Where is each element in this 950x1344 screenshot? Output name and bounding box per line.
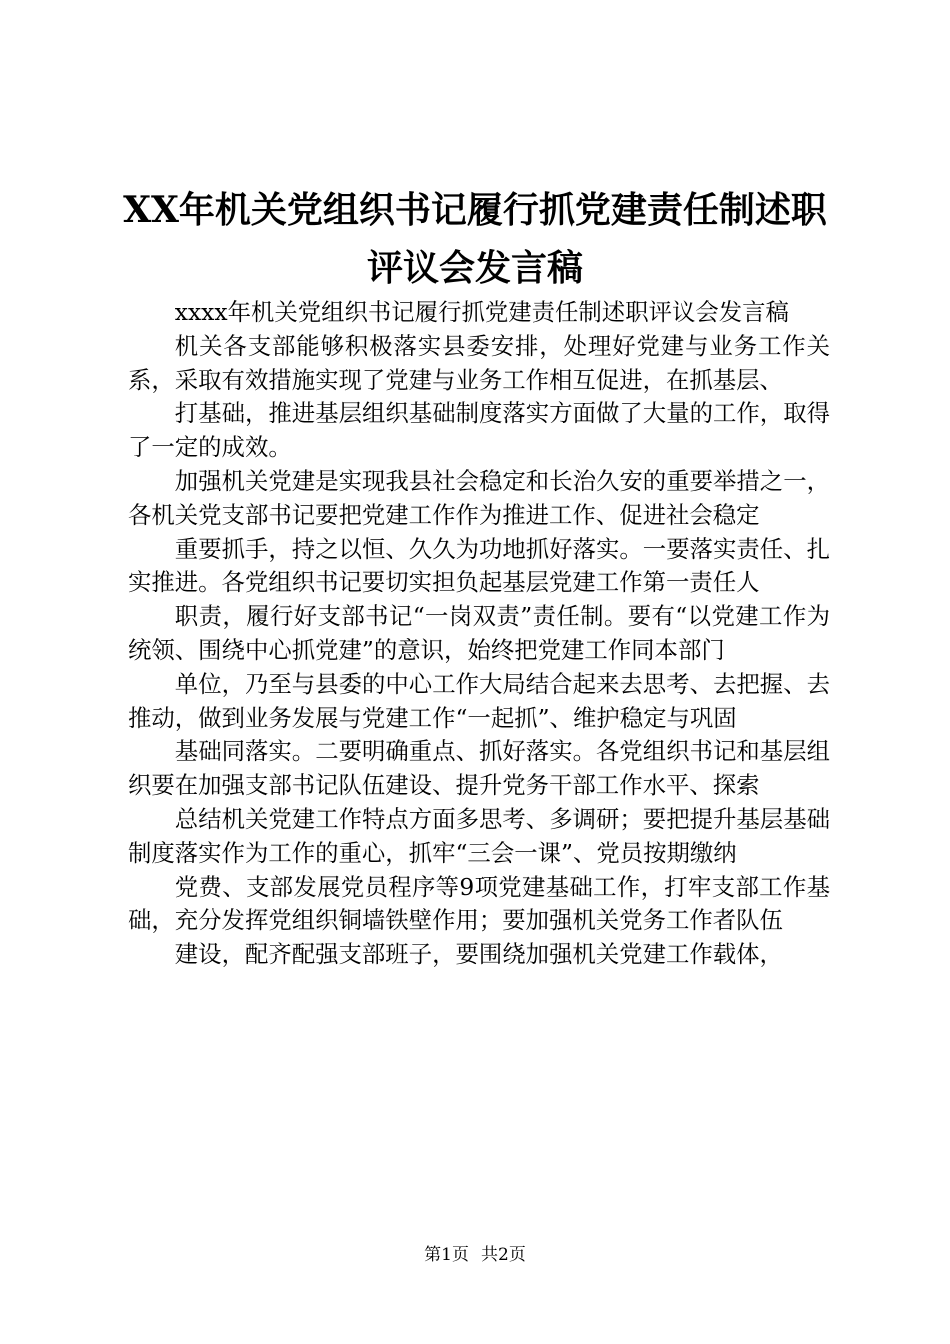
- paragraph-3: 打基础，推进基层组织基础制度落实方面做了大量的工作，取得了一定的成效。: [128, 399, 830, 462]
- document-body: [128, 296, 830, 972]
- document-title-line-1: XX年机关党组织书记履行抓党建责任制述职: [123, 189, 827, 231]
- page-number-total: 共2页: [481, 1245, 526, 1265]
- paragraph-11: 建设，配齐配强支部班子，要围绕加强机关党建工作载体，: [174, 940, 783, 969]
- paragraph-1: xxxx年机关党组织书记履行抓党建责任制述职评议会发言稿: [174, 298, 789, 326]
- page-number-current: 第1页: [424, 1245, 469, 1265]
- page-footer: [0, 1243, 950, 1267]
- paragraph-6: 职责，履行好支部书记“一岗双责”责任制。要有“以党建工作为统领、围绕中心抓党建”的意识，始终把党建工作同本部门: [128, 602, 830, 664]
- document-title-line-2: 评议会发言稿: [366, 247, 583, 289]
- paragraph-10: 党费、支部发展党员程序等9项党建基础工作，打牢支部工作基础，充分发挥党组织铜墙铁壁作用；要加强机关党务工作者队伍: [128, 872, 830, 935]
- paragraph-2: 机关各支部能够积极落实县委安排，处理好党建与业务工作关系，采取有效措施实现了党建与业务工作相互促进，在抓基层、: [128, 331, 830, 394]
- paragraph-4: 加强机关党建是实现我县社会稳定和长治久安的重要举措之一，各机关党支部书记要把党建工作作为推进工作、促进社会稳定: [128, 466, 830, 529]
- paragraph-5: 重要抓手，持之以恒、久久为功地抓好落实。一要落实责任、扎实推进。各党组织书记要切实担负起基层党建工作第一责任人: [128, 534, 830, 597]
- paragraph-9: 总结机关党建工作特点方面多思考、多调研；要把提升基层基础制度落实作为工作的重心，抓牢“三会一课”、党员按期缴纳: [128, 804, 830, 867]
- paragraph-7: 单位，乃至与县委的中心工作大局结合起来去思考、去把握、去推动，做到业务发展与党建工作“一起抓”、维护稳定与巩固: [128, 669, 830, 732]
- paragraph-8: 基础同落实。二要明确重点、抓好落实。各党组织书记和基层组织要在加强支部书记队伍建设、提升党务干部工作水平、探索: [128, 737, 830, 800]
